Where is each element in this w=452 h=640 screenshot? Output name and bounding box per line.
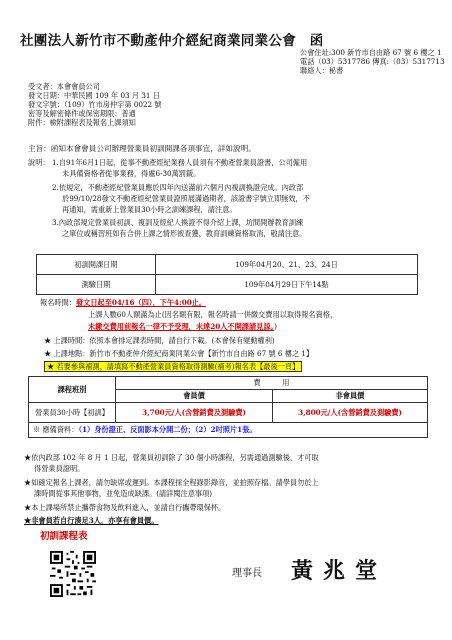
chairman-title: 理事長: [232, 568, 262, 579]
doc-number: 發文字號：（109）竹市房仲字第 0022 號: [28, 100, 162, 109]
nonmember-price-header: 非會員價: [273, 390, 428, 403]
association-phone-fax: 電話（03）5317786 傳真:（03）5317713: [300, 57, 445, 66]
required-docs-body: （1）身份證正、反面影本分開二份；（2）2吋照片1張。: [78, 425, 257, 434]
document-title: 社團法人新竹市不動產仲介經紀商業同業公會 函: [20, 33, 324, 49]
schedule-label: 測驗日期: [37, 275, 156, 295]
footer-note: 得營業員證明。: [34, 464, 85, 473]
registration-capacity: 上課人數60人額滿為止(因名額有限，報名時請一併繳交費用以取得報名資格，: [88, 310, 338, 319]
table-row: [29, 377, 428, 390]
footer-note: ★如確定報名上課者，請勿缺席或遲到。本課程採全程錄影錄音，並拍照存檔。請學員勿於上: [24, 478, 319, 487]
explanation-lead: 說明：: [28, 158, 50, 167]
explanation-item: 之單位或稱習班如有合併上課之情形被查獲，教育訓練資格取消，敬請注意。: [62, 229, 307, 238]
explanation-item: 2.依規定，不動產經紀營業員應於四年內送滿前六個月內複訓換證完成。內政部: [52, 183, 304, 192]
nonmember-price: 3,800元/人(含營銷費及測驗費): [273, 403, 428, 423]
explanation-item: 1.自91年6月1日起，從事不動產經紀業務人員須有不動產營業員證書，公司僱用: [52, 158, 308, 167]
course-name: 營業員30小時【初訓】: [29, 403, 116, 423]
bullet-retest: [44, 362, 302, 372]
course-list-title: 初訓課程表: [40, 531, 88, 542]
member-price: 3,700元/人(含營銷費及測驗費): [116, 403, 273, 423]
security-level: 密等及解密條件或保密期限：普通: [28, 109, 136, 118]
course-header: 課程班別: [29, 377, 116, 403]
footer-note-nonmember: ★非會員若自行湊足3人，亦享有會員價。: [24, 516, 159, 525]
schedule-label: 初訓開課日期: [37, 255, 156, 275]
footer-note: ★依內政部 102 年 8 月 1 日起，營業員初訓除了 30 個小時課程，另需通過測驗後，才可取: [24, 453, 319, 462]
explanation-item: 未具備資格者從事業務，得處6-30萬罰鍰。: [62, 169, 201, 178]
registration-time: [40, 298, 206, 308]
bullet-class-time: ★ 上課時間：依照本會排定課表時間，請自行下載。(本會保有變動權利): [44, 336, 275, 345]
association-address: 公會住址:300 新竹市自由路 67 號 6 樓之 1: [300, 48, 442, 57]
attachment: 附件：檢附課程表及報名上課須知: [28, 118, 136, 127]
explanation-item: 於99/10/28發文不動產經紀營業員證照展滿過期者，該證書字號立即無效，不: [62, 194, 310, 203]
schedule-table: [36, 254, 418, 295]
explanation-item: 再通知，需重新上營業員30小時之訓練課程，請注意。: [62, 205, 237, 214]
bullet-class-location: ★ 上課地點：新竹市不動產仲介經紀商業同業公會【新竹市自由路 67 號 6 樓之 1】: [44, 349, 314, 358]
table-row: [29, 403, 428, 423]
registration-warning: 未繳交費用前報名一律不予受理，未達20人不開課請見諒。: [88, 322, 275, 331]
contact-person: 聯絡人：秘書: [300, 66, 344, 75]
subject-line: 主旨：函知本會會員公司辦理營業員初訓開課各項事宜，詳如說明。: [28, 144, 256, 153]
footer-note: ★本上課場所禁止攜帶食物及飲料進入，並請自行攜帶環保杯。: [24, 503, 226, 512]
table-row: [37, 255, 418, 275]
chairman-name: 黃兆堂: [291, 558, 388, 584]
registration-deadline: 發文日起至04/16（四），下午4:00止。: [75, 298, 207, 307]
fee-header: 費 用: [116, 377, 428, 390]
member-price-header: 會員價: [116, 390, 273, 403]
table-row: [37, 275, 418, 295]
retest-banner: ★ 若要參與補測，請填寫不動產營業員資格取得測驗(補考)報名表【最後一頁】: [44, 361, 302, 372]
required-docs-prefix: ※ 應備資料：: [33, 425, 79, 434]
qr-code-icon[interactable]: [50, 551, 96, 597]
table-row: [29, 423, 428, 438]
schedule-value: 109年04月20、21、23、24日: [156, 255, 418, 275]
footer-note: 課時間從事其他事物，並免造成缺課。(請詳閱注意事項): [34, 489, 213, 498]
registration-policy: [88, 322, 277, 332]
schedule-value: 109年04月29日下午14點: [156, 275, 418, 295]
issue-date: 發文日期：中華民國 109 年 03 月 31 日: [28, 91, 160, 100]
required-docs: [29, 423, 428, 438]
registration-paren: ): [274, 322, 277, 331]
fee-table: [28, 376, 428, 438]
registration-prefix: 報名時間：: [40, 298, 76, 307]
explanation-item: 3.內政部規定營業員初訓、複訓及經紀人換證不得介紹上課，坊間開辦教育訓練: [52, 218, 304, 227]
recipient: 受文者：本會會員公司: [28, 82, 100, 91]
